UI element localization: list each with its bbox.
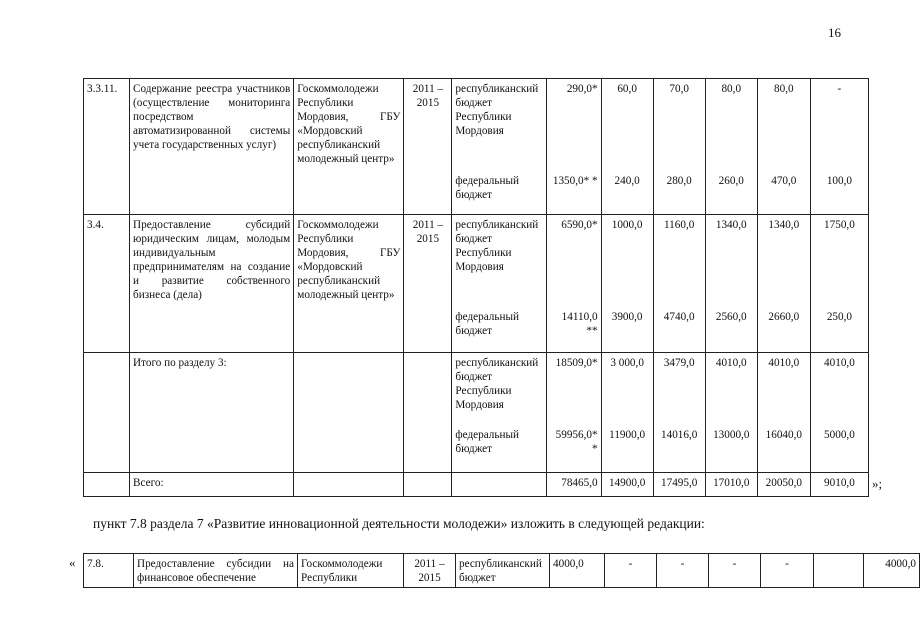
value-federal: 13000,0 — [713, 429, 750, 441]
row-source — [452, 79, 546, 215]
row-period: 2011 – 2015 — [404, 215, 452, 353]
total-row — [84, 473, 869, 497]
row-name: Предоставление субсидий юридическим лицам, молодым индивидуальным предпринимателям на создание и развитие собственного бизнеса (дела) — [130, 215, 294, 353]
value-federal: 4740,0 — [663, 311, 695, 323]
value-cell — [601, 79, 653, 215]
value-federal: 280,0 — [666, 175, 692, 187]
total-value: 9010,0 — [810, 473, 868, 497]
value-republican: 80,0 — [721, 83, 742, 95]
source-republican: республиканский бюджет Республики Мордовия — [455, 357, 539, 411]
value-federal: 5000,0 — [824, 429, 855, 441]
value-cell — [546, 215, 601, 353]
value-cell — [653, 353, 705, 473]
value-federal: 2660,0 — [768, 311, 800, 323]
value-federal: 14110,0 ** — [561, 311, 598, 337]
value-cell — [653, 215, 705, 353]
value-republican: 60,0 — [617, 83, 637, 95]
total-value: 20050,0 — [757, 473, 810, 497]
row-source — [452, 215, 546, 353]
value-cell — [546, 353, 601, 473]
row-period — [404, 353, 452, 473]
value-cell — [814, 554, 864, 588]
program-table — [83, 78, 869, 497]
total-label: Всего: — [130, 473, 294, 497]
value-federal: 1350,0* * — [552, 175, 598, 187]
value-federal: 260,0 — [718, 175, 744, 187]
value-cell — [757, 353, 810, 473]
value-republican: 6590,0* — [561, 219, 598, 231]
total-value: 14900,0 — [601, 473, 653, 497]
row-number — [84, 353, 130, 473]
row-number: 3.4. — [84, 215, 130, 353]
total-value: 17495,0 — [653, 473, 705, 497]
value-cell: - — [709, 554, 761, 588]
value-cell — [757, 215, 810, 353]
value-federal: 59956,0* * — [555, 429, 598, 455]
value-republican: 18509,0* — [555, 357, 598, 369]
value-cell — [546, 79, 601, 215]
source-federal: федеральный бюджет — [455, 311, 519, 337]
value-cell — [705, 79, 757, 215]
value-cell — [810, 215, 868, 353]
table-row — [84, 353, 869, 473]
value-federal: 16040,0 — [765, 429, 802, 441]
row-name: Предоставление субсидии на финансовое обеспечение — [134, 554, 298, 588]
page-number: 16 — [828, 25, 841, 40]
table-row — [84, 554, 920, 588]
value-cell — [810, 79, 868, 215]
item-7-8-table — [83, 553, 920, 588]
empty-cell — [452, 473, 546, 497]
value-republican: - — [837, 83, 842, 95]
row-period: 2011 – 2015 — [404, 79, 452, 215]
value-republican: 3 000,0 — [610, 357, 644, 369]
value-federal: 14016,0 — [661, 429, 698, 441]
value-cell: - — [657, 554, 709, 588]
value-republican: 70,0 — [669, 83, 689, 95]
row-number: 7.8. — [84, 554, 134, 588]
value-cell — [601, 215, 653, 353]
instruction-paragraph: пункт 7.8 раздела 7 «Развитие инновационной деятельности молодежи» изложить в следующей редакции: — [93, 516, 705, 531]
value-republican: 3479,0 — [663, 357, 695, 369]
value-cell — [705, 215, 757, 353]
value-federal: 3900,0 — [611, 311, 643, 323]
total-value: 17010,0 — [705, 473, 757, 497]
value-cell: - — [761, 554, 814, 588]
value-republican: 1340,0 — [768, 219, 800, 231]
value-republican: 4010,0 — [824, 357, 855, 369]
row-executor: Госкоммолодежи Республики Мордовия, ГБУ «Мордовский республиканский молодежный центр» — [294, 215, 404, 353]
value-republican: 290,0* — [566, 83, 598, 95]
row-name: Содержание реестра участников (осуществление мониторинга посредством автоматизированной системы учета государственных услуг) — [130, 79, 294, 215]
source-federal: федеральный бюджет — [455, 429, 519, 455]
row-source — [452, 353, 546, 473]
total-value: 78465,0 — [546, 473, 601, 497]
closing-quote: »; — [872, 476, 883, 491]
opening-quote: « — [69, 555, 76, 570]
row-executor: Госкоммолодежи Республики Мордовия, ГБУ «Мордовский республиканский молодежный центр» — [294, 79, 404, 215]
value-cell: 4000,0 — [864, 554, 920, 588]
source-republican: республиканский бюджет Республики Мордовия — [455, 219, 539, 273]
row-executor: Госкоммолодежи Республики — [298, 554, 404, 588]
row-name: Итого по разделу 3: — [130, 353, 294, 473]
row-number: 3.3.11. — [84, 79, 130, 215]
value-federal: 11900,0 — [609, 429, 646, 441]
value-cell — [757, 79, 810, 215]
value-cell — [705, 353, 757, 473]
value-republican: 4010,0 — [715, 357, 747, 369]
value-republican: 80,0 — [774, 83, 794, 95]
value-federal: 100,0 — [826, 175, 852, 187]
row-period: 2011 – 2015 — [404, 554, 456, 588]
value-cell — [810, 353, 868, 473]
table-row — [84, 79, 869, 215]
value-cell: - — [605, 554, 657, 588]
source-republican: республиканский бюджет Республики Мордовия — [455, 83, 539, 137]
row-source: республиканский бюджет — [456, 554, 550, 588]
value-cell — [653, 79, 705, 215]
source-federal: федеральный бюджет — [455, 175, 519, 201]
value-federal: 470,0 — [771, 175, 797, 187]
value-cell: 4000,0 — [550, 554, 605, 588]
value-republican: 4010,0 — [768, 357, 800, 369]
value-federal: 240,0 — [614, 175, 640, 187]
empty-cell — [404, 473, 452, 497]
empty-cell — [294, 473, 404, 497]
empty-cell — [84, 473, 130, 497]
table-row — [84, 215, 869, 353]
value-republican: 1000,0 — [611, 219, 643, 231]
value-cell — [601, 353, 653, 473]
value-federal: 2560,0 — [715, 311, 747, 323]
value-federal: 250,0 — [826, 311, 852, 323]
value-republican: 1160,0 — [664, 219, 695, 231]
value-republican: 1340,0 — [715, 219, 747, 231]
row-executor — [294, 353, 404, 473]
value-republican: 1750,0 — [824, 219, 855, 231]
